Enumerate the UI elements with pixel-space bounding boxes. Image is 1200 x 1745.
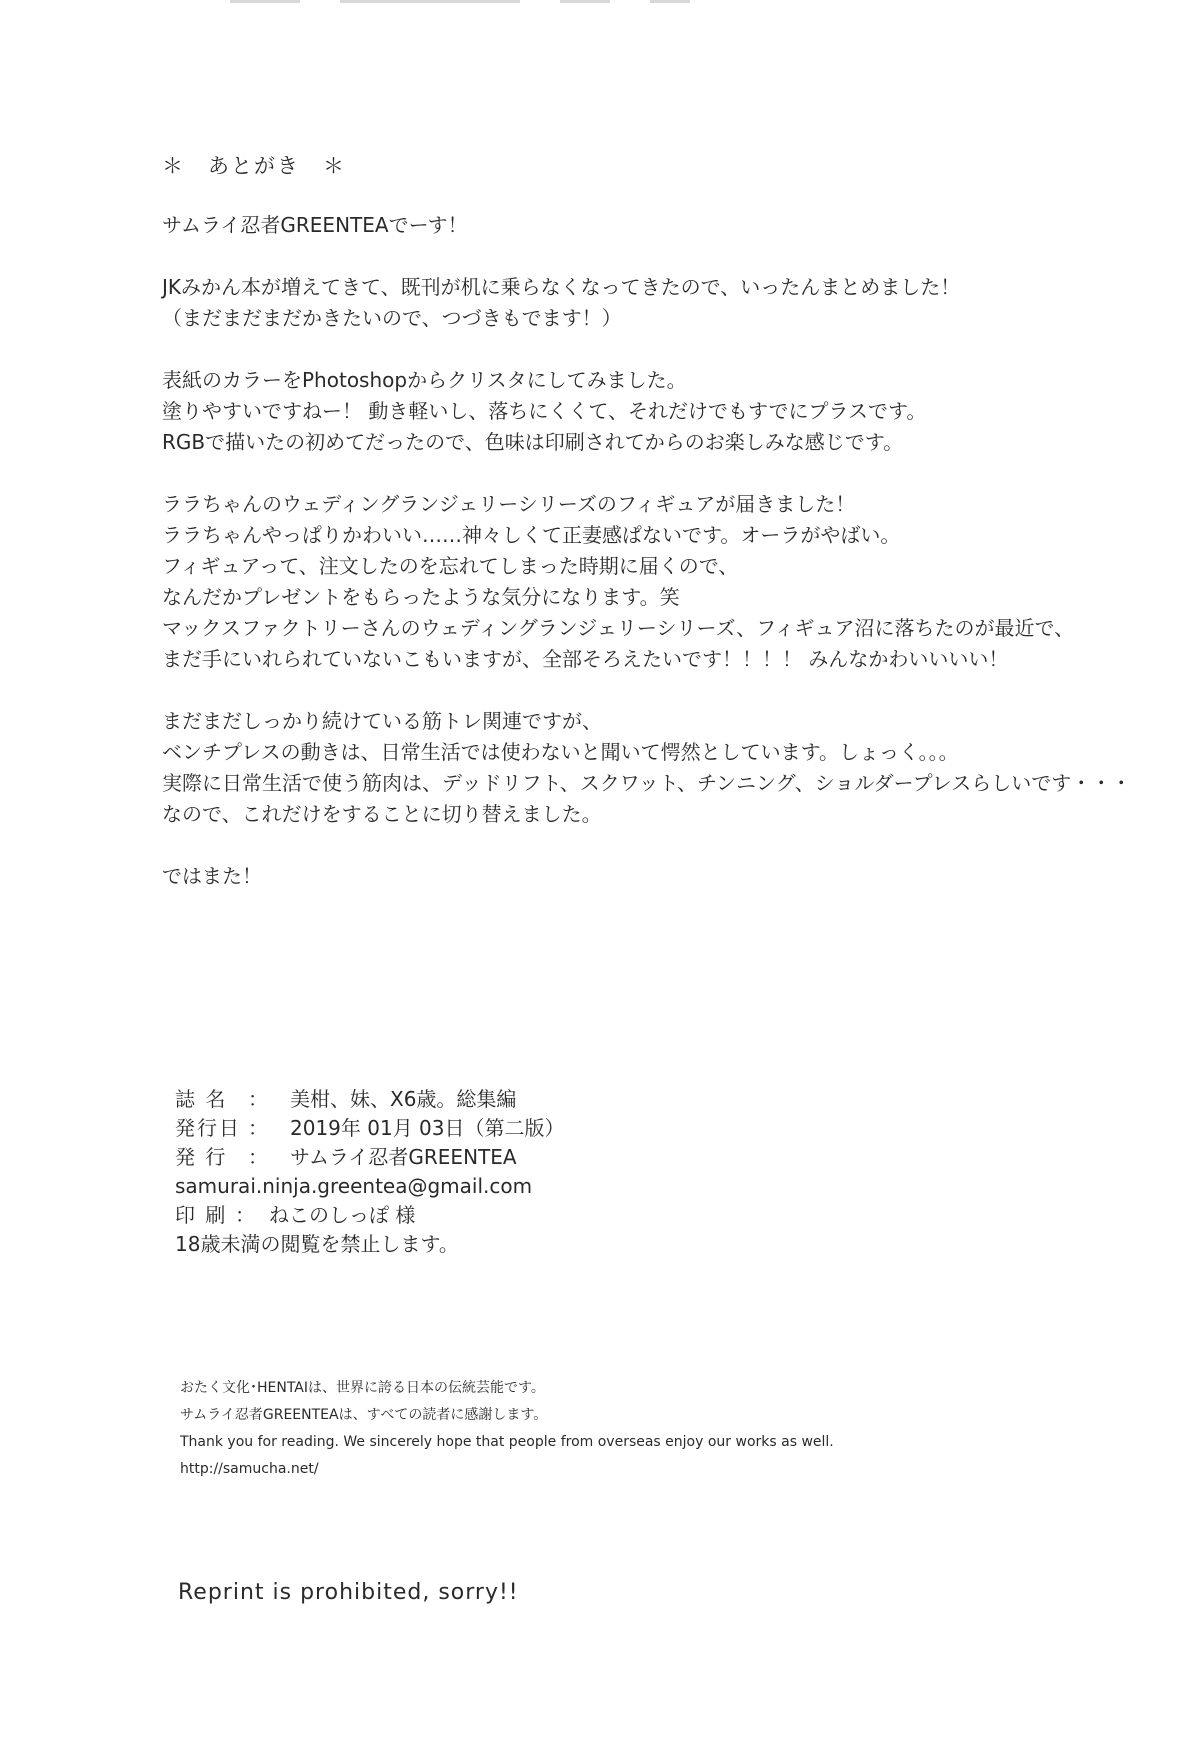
colophon-separator: ： [248, 1145, 268, 1169]
afterword-body [162, 210, 1142, 892]
afterword-paragraph [162, 706, 1142, 830]
afterword-line: サムライ忍者GREENTEAでーす！ [162, 213, 468, 237]
colophon-publisher-row [175, 1143, 875, 1172]
afterword-line: JKみかん本が増えてきて、既刊が机に乗らなくなってきたので、いったんまとめました！ [162, 275, 961, 299]
afterword-paragraph [162, 861, 1142, 892]
reprint-notice: Reprint is prohibited, sorry!! [178, 1580, 519, 1605]
afterword-line: RGBで描いたの初めてだったので、色味は印刷されてからのお楽しみな感じです。 [162, 430, 904, 454]
colophon-separator: ： [248, 1116, 268, 1140]
afterword-line: 表紙のカラーをPhotoshopからクリスタにしてみました。 [162, 368, 687, 392]
afterword-line: （まだまだまだかきたいので、つづきもでます！） [162, 306, 622, 330]
colophon [175, 1085, 875, 1259]
colophon-title-value: 美柑、妹、X6歳。総集編 [290, 1087, 517, 1111]
colophon-title-label: 誌 名 [175, 1087, 228, 1111]
afterword-section [162, 150, 1142, 923]
note-otaku-culture: おたく文化･HENTAIは、世界に誇る日本の伝統芸能です。 [180, 1380, 545, 1396]
afterword-line: なんだかプレゼントをもらったような気分になります。笑 [162, 585, 680, 609]
afterword-line: ベンチプレスの動きは、日常生活では使わないと聞いて愕然としています。しょっく。。。 [162, 740, 959, 764]
scan-edge-marks [230, 0, 830, 6]
colophon-date-row [175, 1114, 875, 1143]
afterword-line: まだまだしっかり続けている筋トレ関連ですが、 [162, 709, 602, 733]
colophon-separator: ： [235, 1203, 255, 1227]
afterword-paragraph [162, 489, 1142, 675]
afterword-line: ララちゃんのウェディングランジェリーシリーズのフィギュアが届きました！ [162, 492, 856, 516]
note-thanks-en: Thank you for reading. We sincerely hope that people from overseas enjoy our works as well. [180, 1434, 834, 1450]
note-thanks-jp: サムライ忍者GREENTEAは、すべての読者に感謝します。 [180, 1407, 548, 1423]
colophon-separator: ： [248, 1087, 268, 1111]
afterword-line: まだ手にいれられていないこもいますが、全部そろえたいです！！！！ みんなかわいいいい！ [162, 647, 1009, 671]
afterword-title: ＊ あとがき ＊ [162, 154, 346, 178]
colophon-publisher-value: サムライ忍者GREENTEA [290, 1145, 517, 1169]
afterword-paragraph [162, 210, 1142, 241]
colophon-printer-label: 印 刷 [175, 1203, 228, 1227]
colophon-printer-value: ねこのしっぽ 様 [269, 1203, 416, 1227]
afterword-line: フィギュアって、注文したのを忘れてしまった時期に届くので、 [162, 554, 739, 578]
afterword-line: 実際に日常生活で使う筋肉は、デッドリフト、スクワット、チンニング、ショルダープレスらしいです・・・ [162, 771, 1132, 795]
afterword-line: ララちゃんやっぱりかわいい……神々しくて正妻感ぱないです。オーラがやばい。 [162, 523, 901, 547]
afterword-line: 塗りやすいですねー！ 動き軽いし、落ちにくくて、それだけでもすでにプラスです。 [162, 399, 927, 423]
note-url: http://samucha.net/ [180, 1461, 319, 1477]
colophon-age-notice: 18歳未満の閲覧を禁止します。 [175, 1232, 459, 1256]
afterword-line: ではまた！ [162, 864, 262, 888]
afterword-paragraph [162, 365, 1142, 458]
afterword-paragraph [162, 272, 1142, 334]
colophon-date-label: 発行日 [175, 1116, 241, 1140]
afterword-line: マックスファクトリーさんのウェディングランジェリーシリーズ、フィギュア沼に落ちたのが最近で、 [162, 616, 1075, 640]
colophon-email: samurai.ninja.greentea@gmail.com [175, 1174, 533, 1198]
colophon-title-row [175, 1085, 875, 1114]
colophon-date-value: 2019年 01月 03日（第二版） [290, 1116, 565, 1140]
afterword-line: なので、これだけをすることに切り替えました。 [162, 802, 602, 826]
colophon-printer-row [175, 1201, 875, 1230]
closing-notes [180, 1375, 1080, 1483]
colophon-publisher-label: 発 行 [175, 1145, 228, 1169]
